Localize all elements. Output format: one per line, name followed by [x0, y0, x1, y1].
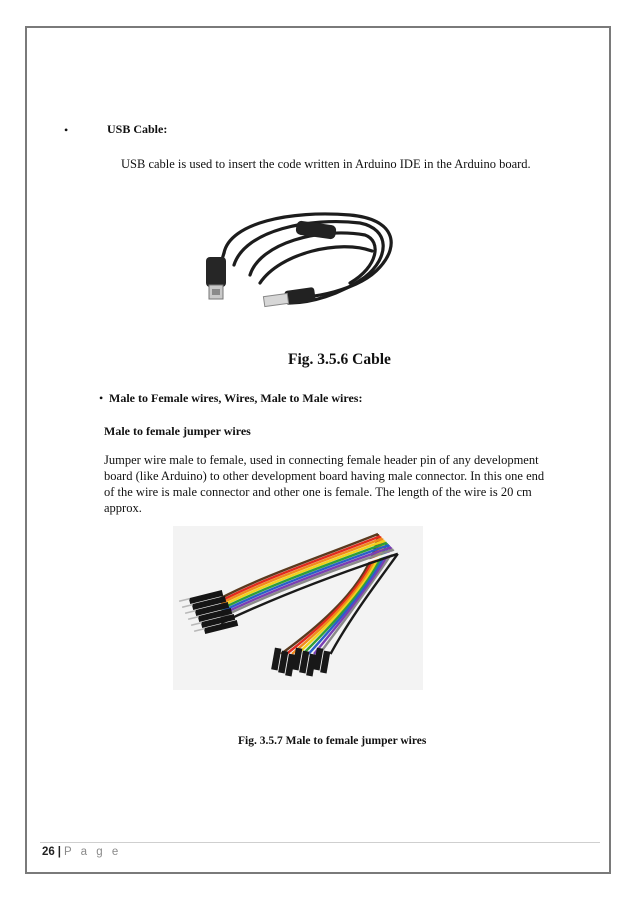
paragraph-line: of the wire is male connector and other one is female. The length of the wire is 20 cm [104, 485, 532, 499]
heading-wires: Male to Female wires, Wires, Male to Male wires: [109, 391, 363, 405]
paragraph-line: approx. [104, 501, 142, 515]
paragraph-line: Jumper wire male to female, used in connecting female header pin of any development [104, 453, 539, 467]
male-pin [179, 598, 190, 602]
page-number: 26 [42, 846, 55, 858]
caption-usb-cable: Fig. 3.5.6 Cable [288, 351, 391, 368]
paragraph-line: board (like Arduino) to other development board having male connector. In this one end [104, 469, 545, 483]
paragraph-usb-cable: USB cable is used to insert the code written in Arduino IDE in the Arduino board. [121, 157, 531, 171]
heading-usb-cable: USB Cable: [107, 122, 168, 136]
paragraph-jumper-wires [104, 452, 545, 516]
jumper-wires-image [173, 526, 423, 690]
page-footer [42, 846, 121, 858]
caption-jumper-wires: Fig. 3.5.7 Male to female jumper wires [238, 735, 427, 747]
bullet-wires: • [99, 391, 104, 405]
wire-ribbon [221, 534, 398, 654]
male-pin [191, 622, 202, 626]
male-pin [185, 610, 196, 614]
page-word: P a g e [64, 846, 122, 858]
male-pin [188, 616, 199, 620]
subheading-male-female: Male to female jumper wires [104, 424, 251, 438]
bullet-usb: • [64, 123, 69, 137]
male-pin [194, 628, 205, 632]
usb-cable-image [200, 205, 405, 325]
male-pin [182, 604, 193, 608]
footer-separator: | [57, 846, 62, 858]
footer-divider [40, 842, 600, 843]
